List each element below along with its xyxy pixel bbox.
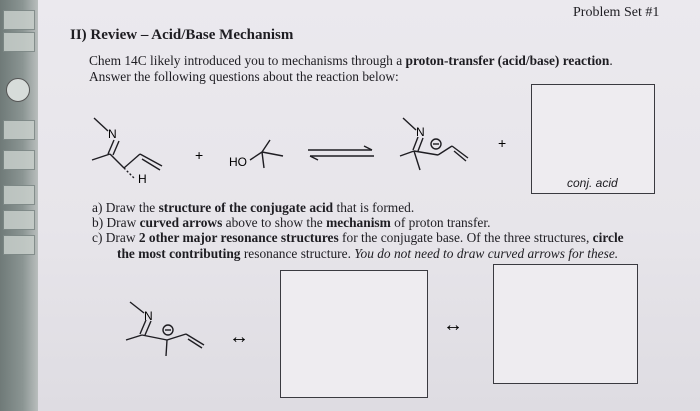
plus-sign-1: + bbox=[195, 147, 204, 163]
question-a-bold: structure of the conjugate acid bbox=[158, 200, 334, 215]
question-c-letter: c) bbox=[92, 230, 103, 245]
question-a-letter: a) bbox=[92, 200, 103, 215]
alkene-bond bbox=[124, 154, 140, 168]
question-c-line2-text: resonance structure. bbox=[240, 246, 355, 261]
problem-set-label: Problem Set #1 bbox=[573, 5, 660, 20]
question-c-italic: You do not need to draw curved arrows for these. bbox=[354, 246, 619, 261]
res-n-methyl-bond bbox=[130, 302, 144, 313]
c-me-bond-2 bbox=[262, 152, 283, 156]
res-double-bond-2 bbox=[188, 339, 202, 348]
hydroxide-label: HO bbox=[229, 155, 247, 169]
intro-line2: Answer the following questions about the reaction below: bbox=[89, 69, 399, 84]
res-methyl-bond bbox=[126, 335, 142, 340]
prod-methyl-bond bbox=[400, 151, 414, 156]
question-a-text: Draw the bbox=[105, 200, 159, 215]
question-b-bold-2: mechanism bbox=[326, 215, 391, 230]
conjugate-acid-label: conj. acid bbox=[567, 176, 618, 190]
question-c-bold-3: the most contributing bbox=[117, 246, 241, 261]
intro-period: . bbox=[609, 53, 613, 68]
question-b-end: of proton transfer. bbox=[390, 215, 491, 230]
res-cn-bond-2 bbox=[145, 321, 151, 335]
question-a bbox=[92, 200, 414, 216]
res-carbanion-bond bbox=[142, 335, 167, 340]
prod-methyl-bond-2 bbox=[414, 151, 420, 170]
question-c-line-2 bbox=[117, 246, 618, 262]
n-label: N bbox=[108, 127, 117, 141]
resonance-arrow-2: ↔ bbox=[443, 314, 463, 336]
c-n-double-bond-2 bbox=[113, 141, 119, 155]
question-b-mid: above to show the bbox=[222, 215, 327, 230]
question-a-end: that is formed. bbox=[333, 200, 415, 215]
question-c-bold: 2 other major resonance structures bbox=[138, 230, 339, 245]
c-me-bond-3 bbox=[262, 152, 264, 168]
intro-text: Chem 14C likely introduced you to mechanisms through a bbox=[89, 53, 406, 68]
o-c-bond bbox=[250, 152, 262, 160]
methyl-bond bbox=[92, 154, 110, 160]
question-b-letter: b) bbox=[92, 215, 104, 230]
section-title: II) Review – Acid/Base Mechanism bbox=[70, 27, 294, 43]
c-ch-bond bbox=[110, 154, 124, 168]
question-b-text: Draw bbox=[106, 215, 140, 230]
resonance-n-label: N bbox=[144, 309, 153, 323]
prod-cn-bond-2 bbox=[418, 138, 423, 151]
question-c-mid: for the conjugate base. Of the three structures, bbox=[338, 230, 593, 245]
prod-n-methyl-bond bbox=[403, 118, 416, 130]
question-c-text: Draw bbox=[105, 230, 139, 245]
c-me-bond bbox=[262, 140, 270, 152]
question-c bbox=[92, 230, 624, 246]
prod-carbanion-bond bbox=[414, 151, 438, 155]
question-b bbox=[92, 215, 490, 231]
n-methyl-bond bbox=[94, 118, 108, 131]
hashed-h-bond bbox=[124, 168, 134, 178]
c-n-double-bond bbox=[108, 140, 114, 154]
resonance-answer-box-1[interactable] bbox=[280, 270, 428, 398]
product-n-label: N bbox=[416, 125, 425, 139]
resonance-answer-box-2[interactable] bbox=[493, 264, 638, 384]
question-c-bold-2: circle bbox=[592, 230, 624, 245]
res-methyl-bond-2 bbox=[166, 340, 167, 356]
plus-sign-2: + bbox=[498, 135, 507, 151]
question-b-bold: curved arrows bbox=[139, 215, 223, 230]
resonance-arrow-1: ↔ bbox=[229, 326, 249, 348]
h-label: H bbox=[138, 172, 147, 186]
intro-bold: proton-transfer (acid/base) reaction bbox=[405, 53, 610, 68]
